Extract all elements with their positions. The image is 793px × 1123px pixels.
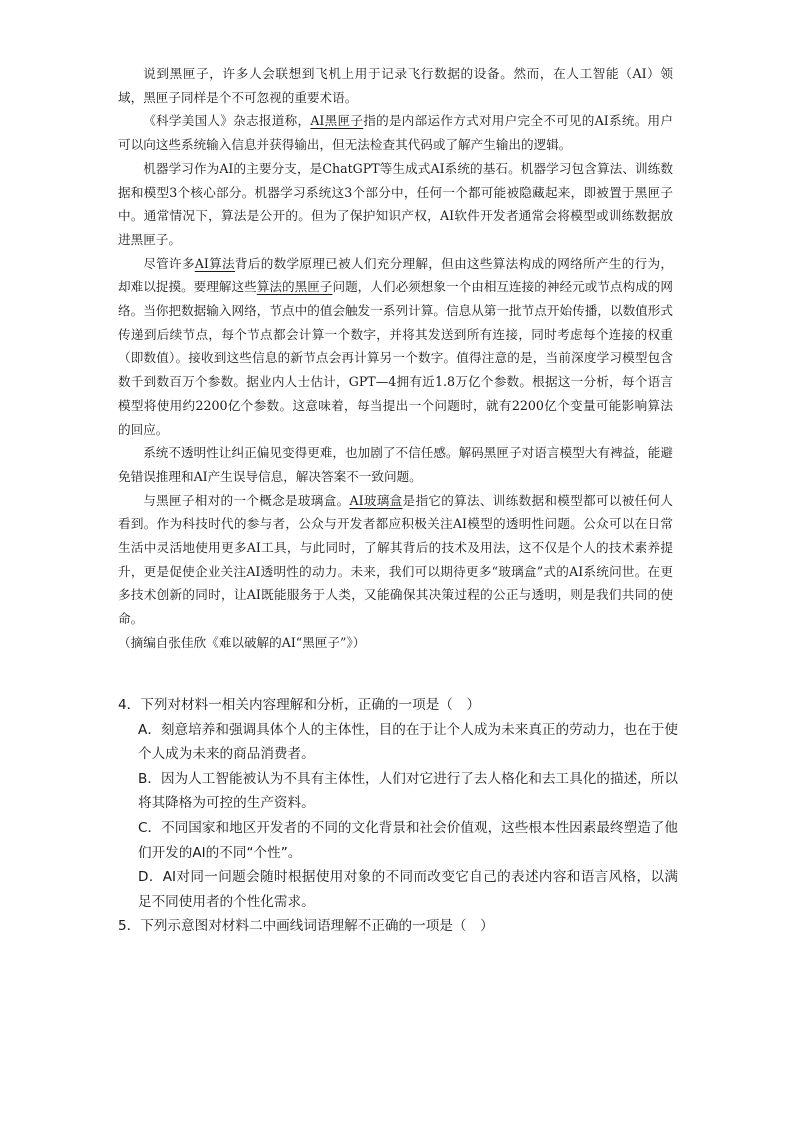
underlined-term: AI玻璃盒	[349, 492, 403, 508]
option-d: D．AI对同一问题会随时根据使用对象的不同而改变它自己的表述内容和语言风格，以满足不同使用者的个性化需求。	[138, 869, 678, 910]
paragraph: 机器学习作为AI的主要分支，是ChatGPT等生成式AI系统的基石。机器学习包含算法、训练数据和模型3个核心部分。机器学习系统这3个部分中，任何一个都可能被隐藏起来，即被置于黑匣子中。通常情况下，算法是公开的。但为了保护知识产权，AI软件开发者通常会将模型或训练数据放进黑匣子。	[118, 160, 673, 247]
option-c: C．不同国家和地区开发者的不同的文化背景和社会价值观，这些根本性因素最终塑造了他们开发的AI的不同“个性”。	[138, 819, 678, 861]
reading-passage	[118, 62, 673, 655]
underlined-term: AI算法	[194, 255, 235, 271]
question-5: 5．下列示意图对材料二中画线词语理解不正确的一项是（ ）	[118, 918, 494, 935]
underlined-term: 算法的黑匣子	[256, 279, 333, 295]
source-citation: （摘编自张佳欣《难以破解的AI“黑匣子”》）	[118, 634, 366, 650]
paragraph: 系统不透明性让纠正偏见变得更难，也加剧了不信任感。解码黑匣子对语言模型大有裨益，能避免错误推理和AI产生误导信息，解决答案不一致问题。	[118, 445, 673, 484]
option-b: B．因为人工智能被认为不具有主体性，人们对它进行了去人格化和去工具化的描述，所以将其降格为可控的生产资料。	[138, 770, 678, 812]
paragraph: 与黑匣子相对的一个概念是玻璃盒。AI玻璃盒是指它的算法、训练数据和模型都可以被任何人看到。作为科技时代的参与者，公众与开发者都应积极关注AI模型的透明性问题。公众可以在日常生活中灵活地使用更多AI工具，与此同时，了解其背后的技术及用法，这不仅是个人的技术素养提升，更是促使企业关注AI透明性的动力。未来，我们可以期待更多“玻璃盒”式的AI系统问世。在更多技术创新的同时，让AI既能服务于人类，又能确保其决策过程的公正与透明，则是我们共同的使命。	[118, 492, 674, 627]
option-a: A．刻意培养和强调具体个人的主体性，目的在于让个人成为未来真正的劳动力，也在于使个人成为未来的商品消费者。	[138, 721, 678, 763]
underlined-term: AI黑匣子	[310, 113, 364, 129]
question-4: 4．下列对材料一相关内容理解和分析，正确的一项是（ ）	[118, 697, 481, 713]
paragraph: 尽管许多AI算法背后的数学原理已被人们充分理解，但由这些算法构成的网络所产生的行为，却难以捉摸。要理解这些算法的黑匣子问题，人们必须想象一个由相互连接的神经元或节点构成的网络。当你把数据输入网络，节点中的值会触发一系列计算。信息从第一批节点开始传播，以数值形式传递到后续节点，每个节点都会计算一个数字，并将其发送到所有连接，同时考虑每个连接的权重（即数值）。接收到这些信息的新节点会再计算另一个数字。值得注意的是，当前深度学习模型包含数千到数百万个参数。据业内人士估计，GPT—4拥有近1.8万亿个参数。根据这一分析，每个语言模型将使用约2200亿个参数。这意味着，每当提出一个问题时，就有2200亿个变量可能影响算法的回应。	[118, 255, 674, 437]
paragraph: 说到黑匣子，许多人会联想到飞机上用于记录飞行数据的设备。然而，在人工智能（AI）领域，黑匣子同样是个不可忽视的重要术语。	[118, 66, 673, 105]
paragraph: 《科学美国人》杂志报道称，AI黑匣子指的是内部运作方式对用户完全不可见的AI系统。用户可以向这些系统输入信息并获得输出，但无法检查其代码或了解产生输出的逻辑。	[118, 113, 673, 153]
question-section	[118, 693, 678, 939]
